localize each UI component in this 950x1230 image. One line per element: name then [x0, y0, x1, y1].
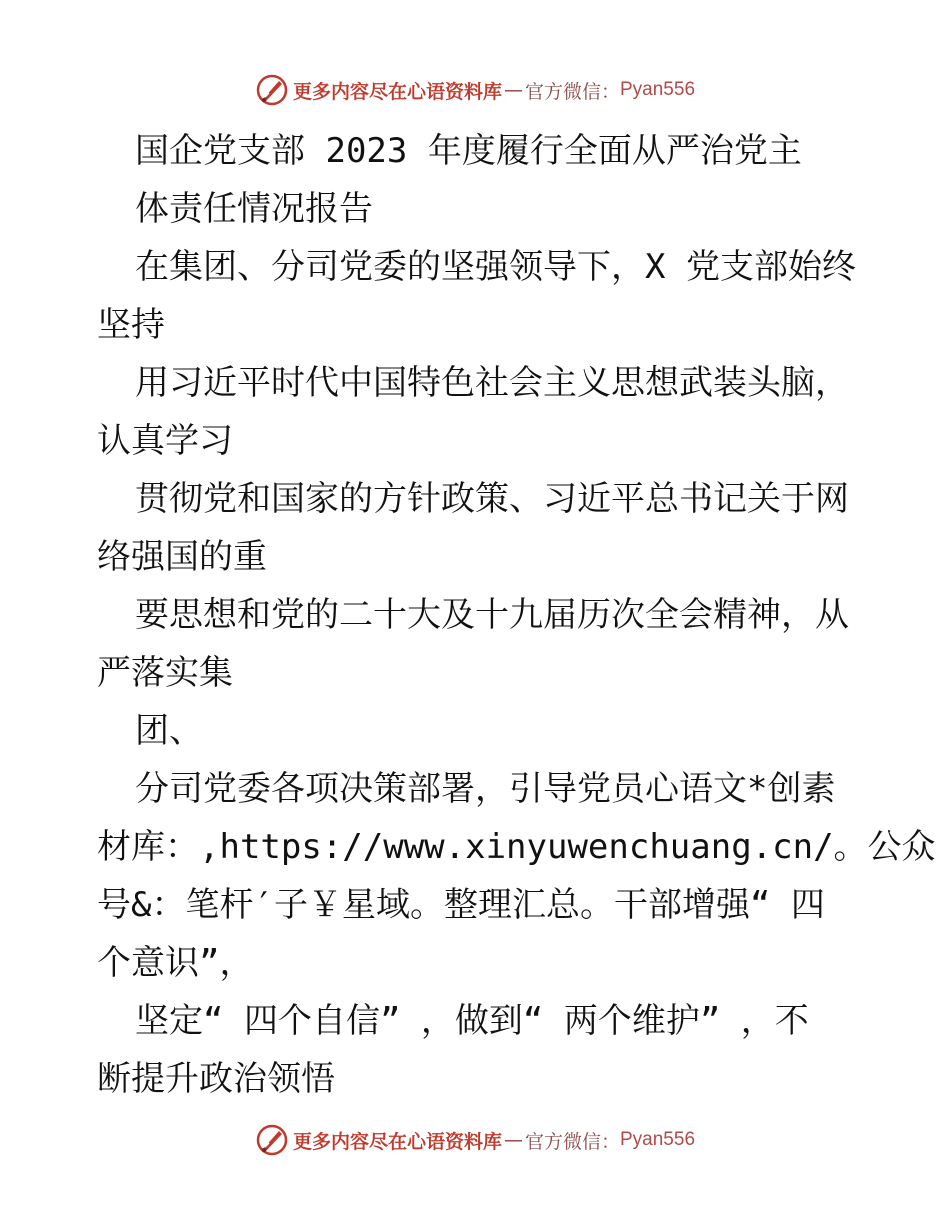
watermark-wechat-id: Pyan556 [620, 1129, 696, 1150]
paragraph-line: 材库：,https://www.xinyuwenchuang.cn/。公众 [97, 827, 936, 867]
watermark-wechat-label: 官方微信： [524, 1130, 620, 1153]
paragraph-line: 严落实集 [97, 653, 233, 693]
watermark-banner-top [0, 70, 950, 110]
paragraph-line: 在集团、分司党委的坚强领导下，X 党支部始终 [135, 247, 856, 287]
watermark-site-text: 更多内容尽在心语资料库 [292, 80, 502, 103]
watermark-separator: — [503, 1129, 523, 1151]
watermark-site-text: 更多内容尽在心语资料库 [292, 1130, 502, 1153]
watermark-wechat-id: Pyan556 [620, 79, 696, 100]
paragraph-line: 团、 [135, 711, 203, 751]
paragraph-line: 坚定“ 四个自信” ，做到“ 两个维护” ，不 [135, 1001, 809, 1041]
paragraph-line: 坚持 [97, 305, 165, 345]
paragraph-line: 国企党支部 2023 年度履行全面从严治党主 [135, 131, 802, 171]
paragraph-line: 个意识”， [97, 943, 254, 983]
paragraph-line: 贯彻党和国家的方针政策、习近平总书记关于网 [135, 479, 849, 519]
paragraph-line: 号&：笔杆′子￥星域。整理汇总。干部增强“ 四 [97, 885, 825, 925]
watermark-banner-bottom [0, 1120, 950, 1160]
paragraph-line: 分司党委各项决策部署，引导党员心语文*创素 [135, 769, 836, 809]
paragraph-line: 认真学习 [97, 421, 233, 461]
paragraph-line: 体责任情况报告 [135, 189, 373, 229]
paragraph-line: 要思想和党的二十大及十九届历次全会精神，从 [135, 595, 849, 635]
brush-quill-logo-icon [255, 1123, 289, 1157]
paragraph-line: 用习近平时代中国特色社会主义思想武装头脑， [135, 363, 849, 403]
paragraph-line: 断提升政治领悟 [97, 1059, 335, 1099]
watermark-wechat-label: 官方微信： [524, 80, 620, 103]
watermark-separator: — [503, 79, 523, 101]
document-body [97, 122, 936, 1108]
paragraph-line: 络强国的重 [97, 537, 267, 577]
brush-quill-logo-icon [255, 73, 289, 107]
